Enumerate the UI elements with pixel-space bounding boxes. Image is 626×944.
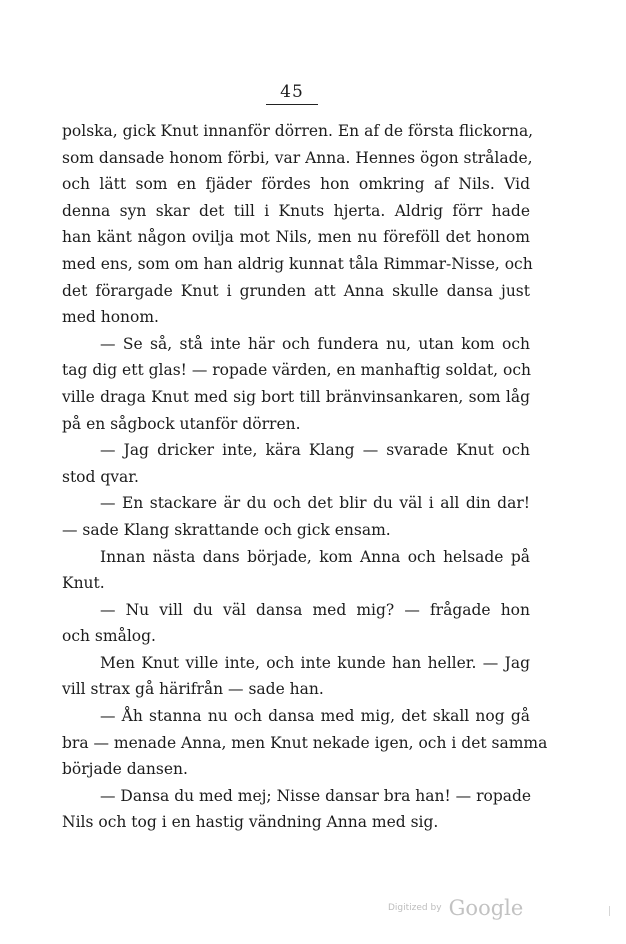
text-line: började dansen. <box>62 760 188 779</box>
page-number: 45 <box>280 82 304 102</box>
text-line: på en sågbock utanför dörren. <box>62 414 301 433</box>
watermark-prefix: Digitized by <box>388 903 442 913</box>
text-line: — Se så, stå inte här och fundera nu, utan kom och <box>100 334 530 353</box>
text-line: — Jag dricker inte, kära Klang — svarade Knut och <box>100 441 530 460</box>
text-line: Knut. <box>62 574 105 593</box>
text-line: och lätt som en fjäder fördes hon omkring af Nils. Vid <box>62 175 530 194</box>
text-line: — Nu vill du väl dansa med mig? — frågade hon <box>100 600 530 619</box>
text-line: — Åh stanna nu och dansa med mig, det skall nog gå <box>100 707 530 726</box>
text-line: bra — menade Anna, men Knut nekade igen, och i det samma <box>62 733 548 752</box>
text-line: — Dansa du med mej; Nisse dansar bra han! — ropade <box>100 786 532 805</box>
text-line: Nils och tog i en hastig vändning Anna med sig. <box>62 813 439 832</box>
digitized-watermark <box>388 896 524 926</box>
text-line: vill strax gå härifrån — sade han. <box>62 680 324 699</box>
text-line: och smålog. <box>62 627 156 646</box>
text-line: med ens, som om han aldrig kunnat tåla Rimmar-Nisse, och <box>62 254 533 273</box>
scan-edge-mark <box>609 906 610 916</box>
watermark-brand: Google <box>448 896 524 920</box>
text-line: tag dig ett glas! — ropade värden, en manhaftig soldat, och <box>62 361 532 380</box>
text-line: denna syn skar det till i Knuts hjerta. Aldrig förr hade <box>62 201 530 220</box>
text-line: — sade Klang skrattande och gick ensam. <box>62 520 391 539</box>
text-line: stod qvar. <box>62 467 139 486</box>
text-line: polska, gick Knut innanför dörren. En af de första flickorna, <box>62 122 534 140</box>
body-text <box>62 118 548 836</box>
text-line: med honom. <box>62 308 159 327</box>
text-line: han känt någon ovilja mot Nils, men nu föreföll det honom <box>62 228 530 247</box>
text-line: som dansade honom förbi, var Anna. Hennes ögon strålade, <box>62 148 533 167</box>
text-line: — En stackare är du och det blir du väl i all din dar! <box>100 494 530 513</box>
text-line: det förargade Knut i grunden att Anna skulle dansa just <box>62 281 530 300</box>
text-line: ville draga Knut med sig bort till bränvinsankaren, som låg <box>62 387 530 406</box>
page-number-rule <box>266 104 318 105</box>
text-line: Innan nästa dans började, kom Anna och helsade på <box>100 547 530 566</box>
text-line: Men Knut ville inte, och inte kunde han heller. — Jag <box>100 653 530 672</box>
